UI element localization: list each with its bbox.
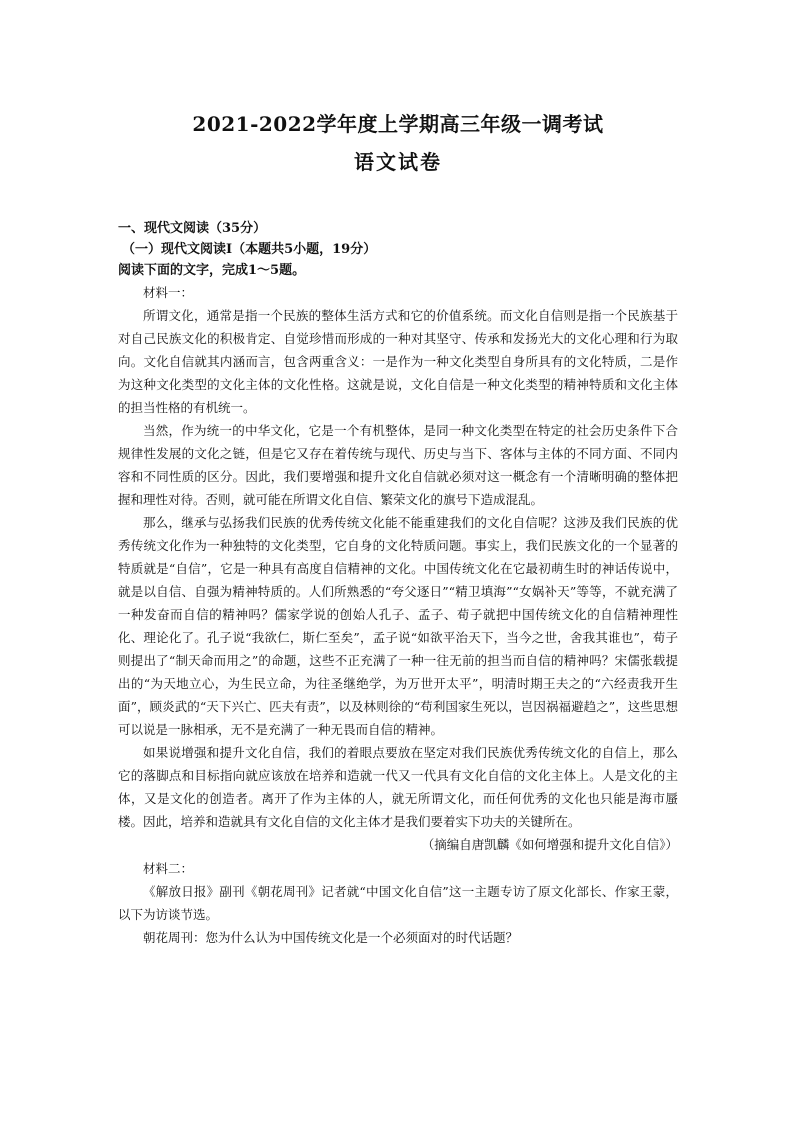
reading-instruction: 阅读下面的文字，完成1～5题。 [118, 263, 306, 278]
subsection-heading: （一）现代文阅读Ⅰ（本题共5小题，19分） [122, 242, 377, 257]
material-one-paragraph: 所谓文化，通常是指一个民族的整体生活方式和它的价值系统。而文化自信则是指一个民族基于对自己民族文化的积极肯定、自觉珍惜而形成的一种对其坚守、传承和发扬光大的文化心理和行为取向。文化自信就其内涵而言，包含两重含义：一是作为一种文化类型自身所具有的文化特质，二是作为这种文化类型的文化主体的文化性格。这就是说，文化自信是一种文化类型的精神特质和文化主体的担当性格的有机统一。 [118, 308, 678, 415]
material-one-paragraph: 当然，作为统一的中华文化，它是一个有机整体，是同一种文化类型在特定的社会历史条件下合规律性发展的文化之链，但是它又存在着传统与现代、历史与当下、客体与主体的不同方面、不同内容和不同性质的区分。因此，我们要增强和提升文化自信就必须对这一概念有一个清晰明确的整体把握和理性对待。否则，就可能在所谓文化自信、繁荣文化的旗号下造成混乱。 [118, 423, 678, 507]
material-two-paragraph: 《解放日报》副刊《朝花周刊》记者就“中国文化自信”这一主题专访了原文化部长、作家王蒙，以下为访谈节选。 [118, 884, 678, 922]
material-two-paragraph: 朝花周刊：您为什么认为中国传统文化是一个必须面对的时代话题？ [143, 930, 519, 945]
exam-title: 2021-2022学年度上学期高三年级一调考试 [192, 112, 604, 136]
exam-subtitle: 语文试卷 [354, 150, 442, 174]
material-one-paragraph: 那么，继承与弘扬我们民族的优秀传统文化能不能重建我们的文化自信呢？这涉及我们民族的优秀传统文化作为一种独特的文化类型，它自身的文化特质问题。事实上，我们民族文化的一个显著的特质就是“自信”，它是一种具有高度自信精神的文化。中国传统文化在它最初萌生时的神话传说中，就是以自信、自强为精神特质的。人们所熟悉的“夸父逐日”“精卫填海”“女娲补天”等等，不就充满了一种发奋而自信的精神吗？儒家学说的创始人孔子、孟子、荀子就把中国传统文化的自信精神理性化、理论化了。孔子说“我欲仁，斯仁至矣”，孟子说“如欲平治天下，当今之世，舍我其谁也”，荀子则提出了“制天命而用之”的命题，这些不正充满了一种一往无前的担当而自信的精神吗？宋儒张载提出的“为天地立心，为生民立命，为往圣继绝学，为万世开太平”，明清时期王夫之的“六经责我开生面”，顾炎武的“天下兴亡、匹夫有责”，以及林则徐的“苟利国家生死以，岂因祸福避趋之”，这些思想可以说是一脉相承，无不是充满了一种无畏而自信的精神。 [118, 515, 678, 737]
material-two-label: 材料二： [143, 861, 194, 876]
material-one-source: （摘编自唐凯麟《如何增强和提升文化自信》） [421, 837, 678, 852]
exam-content [118, 218, 678, 949]
material-one-label: 材料一： [143, 285, 194, 300]
section-heading: 一、现代文阅读（35分） [118, 221, 267, 236]
material-one-paragraph: 如果说增强和提升文化自信，我们的着眼点要放在坚定对我们民族优秀传统文化的自信上，那么它的落脚点和目标指向就应该放在培养和造就一代又一代具有文化自信的文化主体上。人是文化的主体，又是文化的创造者。离开了作为主体的人，就无所谓文化，而任何优秀的文化也只能是海市蜃楼。因此，培养和造就具有文化自信的文化主体才是我们要着实下功夫的关键所在。 [118, 745, 678, 829]
